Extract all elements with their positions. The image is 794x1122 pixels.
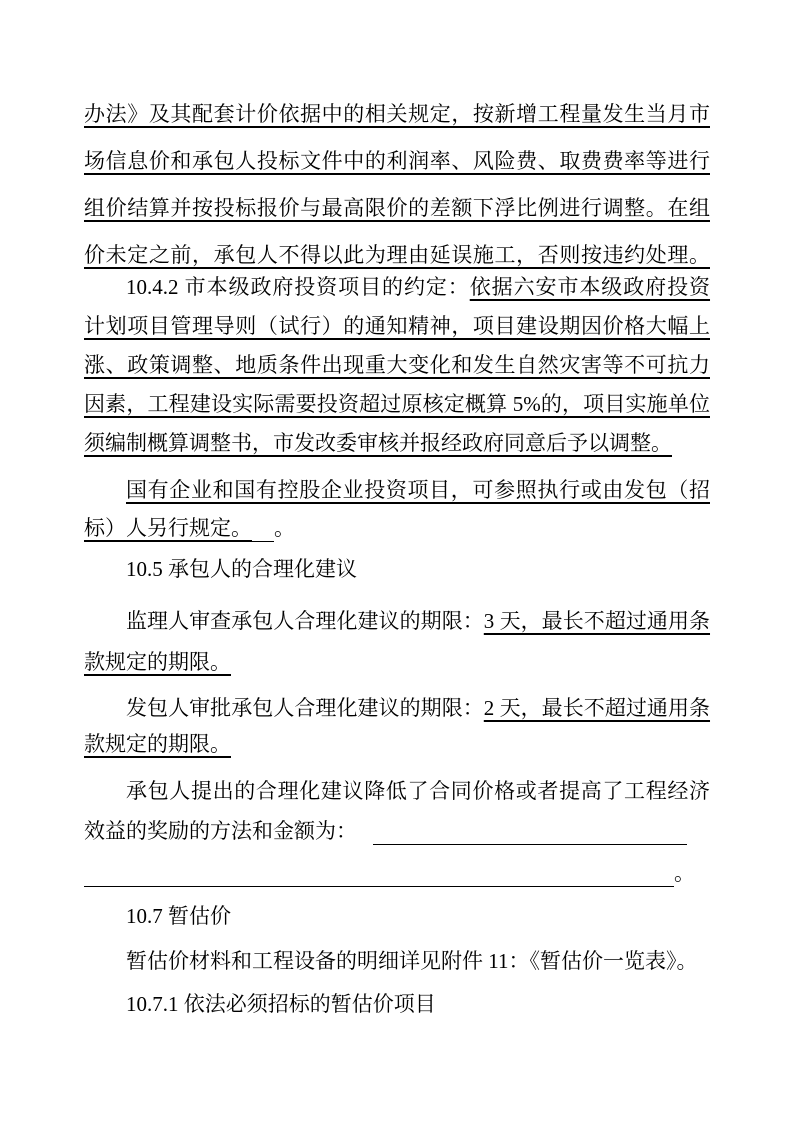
- clause-10-4-1-continuation-line: [84, 99, 710, 129]
- clause-10-4-1-continuation-line: [84, 146, 710, 176]
- clause-10-4-2-text-line: [84, 389, 710, 419]
- clause-10-4-2-heading-line: [84, 272, 710, 302]
- clause-10-4-2-text-line: [84, 428, 710, 458]
- heading-text: 10.7.1 依法必须招标的暂估价项目: [126, 992, 436, 1016]
- clause-10-4-2-text-line: [84, 311, 710, 341]
- clause-10-4-2-text-line: [84, 350, 710, 380]
- clause-10-7-heading: [84, 901, 710, 931]
- underlined-text: 因素，工程建设实际需要投资超过原核定概算 5%的，项目实施单位: [84, 392, 710, 416]
- underlined-text: 依据六安市本级政府投资: [469, 275, 711, 299]
- underlined-text: 2 天，最长不超过通用条: [483, 696, 711, 720]
- reward-method-blank-line: [84, 858, 710, 888]
- clause-10-4-1-continuation-line: [84, 240, 710, 270]
- underlined-text: 涨、政策调整、地质条件出现重大变化和发生自然灾害等不可抗力: [84, 353, 710, 377]
- heading-text: 10.5 承包人的合理化建议: [126, 557, 357, 581]
- clause-10-4-1-continuation-line: [84, 193, 710, 223]
- blank-fill-line: [373, 816, 687, 845]
- blank-fill-line: [84, 858, 674, 887]
- clause-10-5-heading: [84, 554, 710, 584]
- employer-approval-line: [84, 693, 710, 723]
- underlined-text: 计划项目管理导则（试行）的通知精神，项目建设期因价格大幅上: [84, 314, 710, 338]
- underlined-text: 3 天，最长不超过通用条: [483, 609, 711, 633]
- underlined-text: 标）人另行规定。: [84, 516, 252, 540]
- supervisor-review-line: [84, 606, 710, 636]
- plain-text: 效益的奖励的方法和金额为：: [84, 819, 357, 843]
- plain-text: 承包人提出的合理化建议降低了合同价格或者提高了工程经济: [126, 779, 710, 803]
- supervisor-review-line: [84, 647, 710, 677]
- trailing-period: 。: [674, 861, 695, 885]
- plain-text: 监理人审查承包人合理化建议的期限：: [126, 609, 484, 633]
- underlined-text: 办法》及其配套计价依据中的相关规定，按新增工程量发生当月市: [84, 102, 710, 126]
- underlined-text: 款规定的期限。: [84, 732, 231, 756]
- reward-method-line: [84, 776, 710, 806]
- state-owned-paragraph-line: [84, 475, 710, 505]
- underlined-text: 组价结算并按投标报价与最高限价的差额下浮比例进行调整。在组: [84, 196, 710, 220]
- underlined-text: 款规定的期限。: [84, 650, 231, 674]
- heading-text: 10.7 暂估价: [126, 904, 231, 928]
- state-owned-paragraph-line: [84, 513, 710, 543]
- clause-10-7-1-heading: [84, 989, 710, 1019]
- blank-fill-line: [252, 513, 274, 542]
- underlined-text: 国有企业和国有控股企业投资项目，可参照执行或由发包（招: [126, 478, 710, 502]
- employer-approval-line: [84, 729, 710, 759]
- plain-text: 暂估价材料和工程设备的明细详见附件 11：《暂估价一览表》。: [126, 949, 698, 973]
- clause-label: 10.4.2 市本级政府投资项目的约定：: [126, 275, 470, 299]
- trailing-period: 。: [274, 516, 295, 540]
- clause-10-7-text-line: [84, 946, 710, 976]
- reward-method-line: [84, 816, 710, 846]
- underlined-text: 场信息价和承包人投标文件中的利润率、风险费、取费费率等进行: [84, 149, 710, 173]
- plain-text: 发包人审批承包人合理化建议的期限：: [126, 696, 484, 720]
- underlined-text: 须编制概算调整书，市发改委审核并报经政府同意后予以调整。: [84, 431, 672, 455]
- underlined-text: 价未定之前，承包人不得以此为理由延误施工，否则按违约处理。: [84, 243, 710, 267]
